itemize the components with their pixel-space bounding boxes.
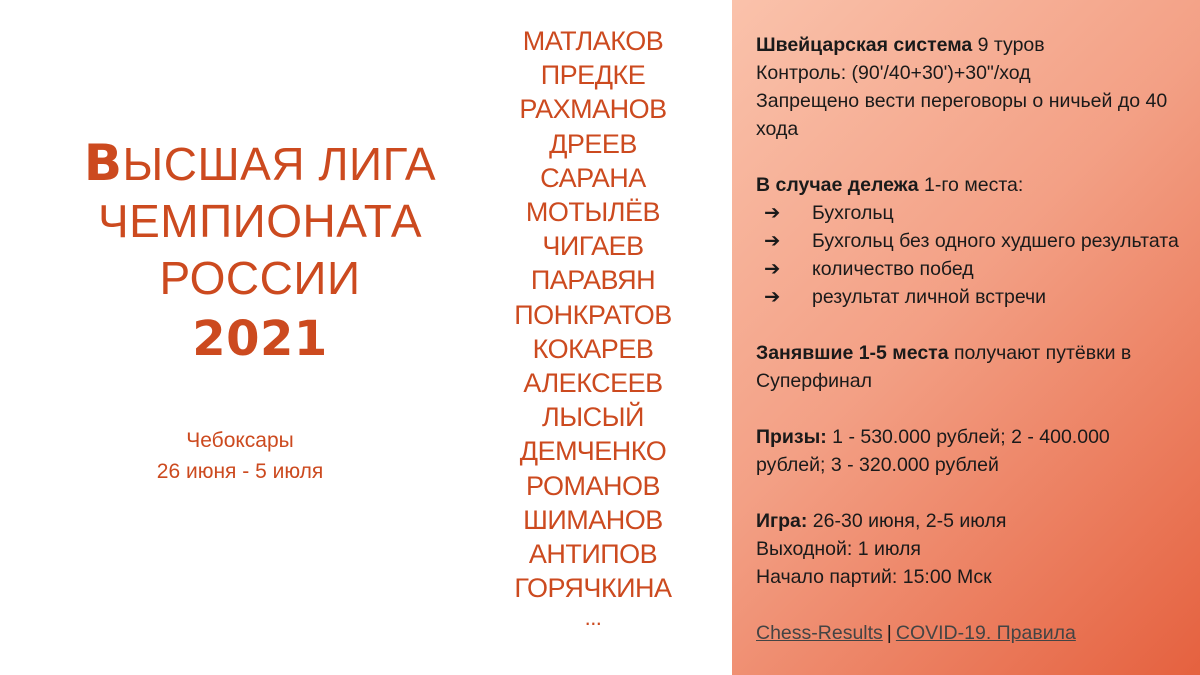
arrow-right-icon: ➔ — [764, 230, 781, 252]
tiebreak-item: результат личной встречи — [812, 286, 1047, 308]
arrow-right-icon: ➔ — [764, 202, 781, 224]
player-name: АНТИПОВ — [528, 539, 658, 570]
prizes-value: 1 - 530.000 рублей; 2 - 400.000 рублей; 3 - 320.000 рублей — [756, 426, 1110, 476]
covid-rules-link[interactable]: COVID-19. Правила — [895, 622, 1076, 644]
title-line1: ЫСШАЯ ЛИГА — [122, 138, 437, 190]
tiebreak-item: Бухгольц — [812, 202, 894, 224]
game-days-value: 26-30 июня, 2-5 июля — [807, 510, 1007, 532]
player-name: МОТЫЛЁВ — [525, 197, 661, 228]
game-days-label: Игра: — [756, 510, 808, 532]
qualification-line — [756, 339, 1180, 395]
system-value: 9 туров — [972, 34, 1045, 56]
game-days-line — [756, 507, 1180, 535]
qualification-value: получают путёвки в Суперфинал — [756, 342, 1132, 392]
tiebreak-value: 1-го места: — [918, 174, 1024, 196]
tiebreak-item: количество побед — [812, 258, 974, 280]
arrow-right-icon: ➔ — [764, 286, 781, 308]
day-off: Выходной: 1 июля — [756, 538, 921, 560]
player-name: ШИМАНОВ — [523, 504, 663, 535]
location-dates: 26 июня - 5 июля — [156, 460, 324, 483]
player-name: ГОРЯЧКИНА — [514, 573, 672, 604]
location-city: Чебоксары — [186, 429, 294, 452]
prizes-line — [756, 423, 1180, 479]
title-line2: ЧЕМПИОНАТА — [97, 195, 423, 247]
tiebreak-item: Бухгольц без одного худшего результата — [812, 230, 1179, 252]
chess-results-link[interactable]: Chess-Results — [756, 622, 883, 644]
title-panel — [0, 0, 500, 675]
links-row — [756, 619, 1180, 647]
arrow-right-icon: ➔ — [764, 258, 781, 280]
link-separator: | — [886, 622, 892, 644]
location-block — [90, 425, 390, 487]
player-name: ДРЕЕВ — [549, 128, 637, 159]
page-title — [40, 135, 480, 368]
player-list — [510, 24, 676, 631]
player-name: САРАНА — [540, 162, 646, 193]
player-name: ПАРАВЯН — [530, 265, 656, 296]
player-name: МАТЛАКОВ — [522, 26, 664, 56]
tiebreak-list — [756, 199, 1180, 311]
system-label: Швейцарская система — [756, 34, 973, 56]
player-name: ПРЕДКЕ — [540, 60, 646, 91]
time-control: Контроль: (90'/40+30')+30"/ход — [756, 62, 1031, 84]
prizes-label: Призы: — [756, 426, 827, 448]
player-name: РАХМАНОВ — [519, 94, 667, 125]
list-item — [756, 283, 1180, 311]
player-name: ДЕМЧЕНКО — [519, 436, 667, 467]
player-name: ЧИГАЕВ — [542, 231, 644, 262]
player-name: ПОНКРАТОВ — [514, 299, 672, 330]
list-item — [756, 227, 1180, 255]
title-first-letter: В — [83, 134, 123, 192]
info-panel — [732, 0, 1200, 675]
tiebreak-label: В случае дележа — [756, 174, 919, 196]
start-time: Начало партий: 15:00 Мск — [756, 566, 992, 588]
player-name: АЛЕКСЕЕВ — [523, 368, 663, 399]
player-name: ЛЫСЫЙ — [542, 402, 644, 433]
list-item — [756, 255, 1180, 283]
title-year: 2021 — [192, 311, 328, 367]
player-name: РОМАНОВ — [526, 470, 660, 501]
tiebreak-heading — [756, 171, 1180, 199]
player-name: КОКАРЕВ — [532, 333, 654, 364]
title-line3: РОССИИ — [159, 252, 361, 304]
qualification-label: Занявшие 1-5 места — [756, 342, 949, 364]
system-line — [756, 31, 1180, 59]
list-item — [756, 199, 1180, 227]
player-list-more: ... — [584, 605, 602, 631]
draw-rule: Запрещено вести переговоры о ничьей до 40 хода — [756, 90, 1168, 140]
